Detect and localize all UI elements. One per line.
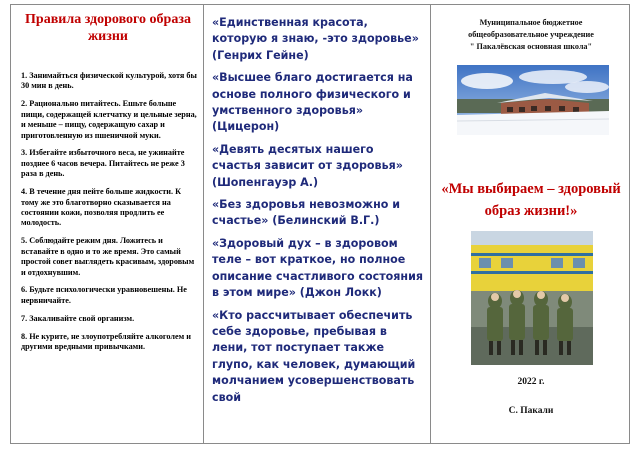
village-label: С. Пакали <box>508 406 554 416</box>
quote-item: «Единственная красота, которую я знаю, -это здоровье» (Генрих Гейне) <box>212 16 419 62</box>
quote-item: «Высшее благо достигается на основе полного физического и умственного здоровья» (Цицерон) <box>212 71 413 134</box>
rule-item: 3. Избегайте избыточного веса, не ужинайте позднее 6 часов вечера. Питайтесь не реже 3 раза в день. <box>21 148 185 179</box>
rule-item: 4. В течение дня пейте больше жидкости. К тому же это благотворно сказывается на состоянии кожи, позволяя продлить ее молодость. <box>21 187 182 228</box>
org-line: общеобразовательное учреждение <box>468 30 594 39</box>
rule-item: 7. Закаливайте свой организм. <box>21 313 135 323</box>
rule-item: 5. Соблюдайте режим дня. Ложитесь и вставайте в одно и то же время. Это самый простой совет выглядеть красивым, здоровым и отдохнувшим. <box>21 236 195 277</box>
rule-item: 6. Будьте психологически уравновешены. Не нервничайте. <box>21 285 187 305</box>
slogan: «Мы выбираем – здоровый образ жизни!» <box>441 181 621 219</box>
rules-list <box>21 71 197 360</box>
rule-item: 2. Рационально питайтесь. Ешьте больше пищи, содержащей клетчатку и цельные зерна, и меньше – пищу, содержащую сахар и приготовленную из пшеничной муки. <box>21 99 197 140</box>
right-panel <box>430 4 630 444</box>
quotes-list <box>212 15 426 412</box>
year-label: 2022 г. <box>517 377 545 387</box>
quote-item: «Кто рассчитывает обеспечить себе здоровье, пребывая в лени, тот поступает также глупо, как человек, думающий молчанием усовершенствовать свой <box>212 308 416 404</box>
group-photo <box>471 231 593 365</box>
quote-item: «Без здоровья невозможно и счастье» (Белинский В.Г.) <box>212 198 400 228</box>
organization-name <box>431 17 631 53</box>
rule-item: 1. Занимайться физической культурой, хотя бы 30 мин в день. <box>21 71 197 91</box>
org-line: " Пакалёвская основная школа" <box>469 42 593 51</box>
quote-item: «Девять десятых нашего счастья зависит от здоровья» (Шопенгауэр А.) <box>212 142 403 189</box>
org-line: Муниципальное бюджетное <box>479 18 583 27</box>
rules-title: Правила здорового образа жизни <box>25 12 191 44</box>
quote-item: «Здоровый дух – в здоровом теле – вот краткое, но полное описание счастливого состояния в этом мире» (Джон Локк) <box>212 236 423 300</box>
school-photo <box>457 65 609 135</box>
rule-item: 8. Не курите, не злоупотребляйте алкоголем и другими вредными привычками. <box>21 331 191 352</box>
left-panel <box>10 4 204 444</box>
middle-panel <box>204 4 430 444</box>
